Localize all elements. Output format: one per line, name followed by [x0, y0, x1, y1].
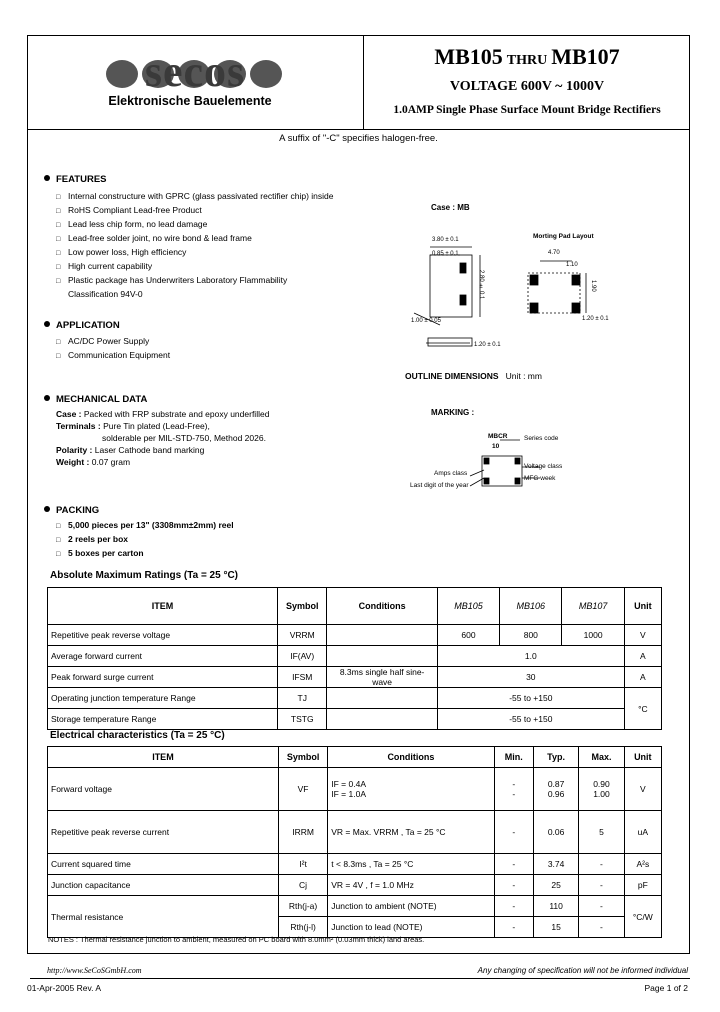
- features-heading: FEATURES: [44, 174, 107, 185]
- cell-item: Storage temperature Range: [48, 709, 278, 730]
- cell-item: Repetitive peak reverse voltage: [48, 625, 278, 646]
- cell-typ: 110: [533, 896, 578, 917]
- footer-date: 01-Apr-2005 Rev. A: [27, 983, 102, 993]
- col-header: MB107: [562, 588, 624, 625]
- table-row: [48, 854, 662, 875]
- table-row: [48, 688, 662, 709]
- thru-label: THRU: [506, 53, 548, 68]
- thermal-note: NOTES : Thermal resistance junction to ambient, measured on PC board with 8.0mm² (0.03mm thick) land areas.: [48, 935, 425, 944]
- cell-symbol: VRRM: [278, 625, 327, 646]
- cell-typ: 3.74: [533, 854, 578, 875]
- cell-item: Operating junction temperature Range: [48, 688, 278, 709]
- list-item: □ High current capability: [56, 261, 153, 271]
- outline-drawing: [400, 225, 640, 360]
- col-header: Conditions: [328, 747, 494, 768]
- cell-unit: A: [624, 667, 661, 688]
- cell-cond: [327, 688, 438, 709]
- footer-page: Page 1 of 2: [644, 983, 688, 993]
- list-item: □ Lead-free solder joint, no wire bond & lead frame: [56, 233, 252, 243]
- col-header: ITEM: [48, 747, 279, 768]
- table-row: [48, 875, 662, 896]
- col-header: Max.: [579, 747, 624, 768]
- table-header-row: [48, 588, 662, 625]
- part-to: MB107: [551, 44, 620, 69]
- application-heading: APPLICATION: [44, 320, 120, 331]
- cell-symbol: VF: [278, 768, 327, 811]
- part-description: 1.0AMP Single Phase Surface Mount Bridge Rectifiers: [393, 104, 661, 116]
- application-list: [56, 335, 356, 363]
- marking-amps-class: Amps class: [434, 470, 468, 477]
- halogen-note: A suffix of "-C" specifies halogen-free.: [279, 133, 438, 144]
- cell-cond: [327, 709, 438, 730]
- col-header: Symbol: [278, 588, 327, 625]
- abs-max-table: [47, 587, 662, 730]
- company-name: Elektronische Bauelemente: [108, 94, 272, 108]
- cell-symbol: TSTG: [278, 709, 327, 730]
- list-item: Classification 94V-0: [68, 289, 143, 299]
- cell-value: 30: [437, 667, 624, 688]
- col-header: Unit: [624, 588, 661, 625]
- col-header: ITEM: [48, 588, 278, 625]
- cell-value: 1000: [562, 625, 624, 646]
- dim-g: 1.10: [566, 262, 578, 268]
- features-list: [56, 190, 376, 300]
- cell-value: 800: [500, 625, 562, 646]
- bullet-dot: [44, 506, 50, 512]
- elec-table: [47, 746, 662, 938]
- cell-min: -: [494, 811, 533, 854]
- marking-mfg-week: MFG week: [524, 475, 556, 482]
- mech-terminals: Terminals : Pure Tin plated (Lead-Free),: [56, 421, 210, 431]
- cell-item: Forward voltage: [48, 768, 279, 811]
- cell-item: Junction capacitance: [48, 875, 279, 896]
- case-label: Case : MB: [431, 203, 470, 212]
- packing-list: [56, 519, 376, 561]
- list-item: □ Communication Equipment: [56, 350, 171, 360]
- cell-unit: °C/W: [624, 896, 661, 938]
- cell-cond: t < 8.3ms , Ta = 25 °C: [328, 854, 494, 875]
- mech-case: Case : Packed with FRP substrate and epoxy underfilled: [56, 409, 270, 419]
- table-row: [48, 896, 662, 917]
- cell-symbol: TJ: [278, 688, 327, 709]
- col-header: MB106: [500, 588, 562, 625]
- marking-code1: MBCR: [488, 433, 508, 440]
- cell-cond: Junction to lead (NOTE): [328, 917, 494, 938]
- cell-item: Average forward current: [48, 646, 278, 667]
- cell-value: -55 to +150: [437, 688, 624, 709]
- list-item: □ Plastic package has Underwriters Laboratory Flammability: [56, 275, 288, 285]
- marking-last-digit: Last digit of the year: [410, 482, 469, 489]
- col-header: Symbol: [278, 747, 327, 768]
- cell-unit: uA: [624, 811, 661, 854]
- cell-max: 5: [579, 811, 624, 854]
- cell-symbol: Rth(j-a): [278, 896, 327, 917]
- table-row: [48, 768, 662, 811]
- cell-min: - -: [494, 768, 533, 811]
- list-item: □ Low power loss, High efficiency: [56, 247, 187, 257]
- cell-symbol: IFSM: [278, 667, 327, 688]
- secos-logo: [100, 44, 290, 94]
- dim-e: 1.20 ± 0.1: [474, 342, 501, 348]
- list-item: □ Internal constructure with GPRC (glass passivated rectifier chip) inside: [56, 191, 334, 201]
- list-item: □ 2 reels per box: [56, 534, 129, 544]
- cell-value: -55 to +150: [437, 709, 624, 730]
- table-row: [48, 709, 662, 730]
- cell-symbol: I²t: [278, 854, 327, 875]
- dim-h: 1.90: [590, 280, 596, 292]
- list-item: □ 5,000 pieces per 13" (3308mm±2mm) reel: [56, 520, 234, 530]
- cell-cond: VR = Max. VRRM , Ta = 25 °C: [328, 811, 494, 854]
- cell-max: -: [579, 854, 624, 875]
- cell-min: -: [494, 875, 533, 896]
- cell-symbol: IF(AV): [278, 646, 327, 667]
- cell-item: Current squared time: [48, 854, 279, 875]
- cell-symbol: Rth(j-l): [278, 917, 327, 938]
- header-divider: [363, 35, 364, 130]
- footer-url[interactable]: http://www.SeCoSGmbH.com: [47, 966, 142, 975]
- mech-polarity: Polarity : Laser Cathode band marking: [56, 445, 205, 455]
- mechanical-heading: MECHANICAL DATA: [44, 394, 147, 405]
- bullet-dot: [44, 175, 50, 181]
- col-header: MB105: [437, 588, 499, 625]
- footer-disclaimer: Any changing of specification will not be informed individual: [477, 966, 688, 975]
- cell-unit: pF: [624, 875, 661, 896]
- col-header: Conditions: [327, 588, 438, 625]
- voltage-range: VOLTAGE 600V ~ 1000V: [449, 79, 605, 94]
- dim-f: 4.70: [548, 250, 560, 256]
- col-header: Min.: [494, 747, 533, 768]
- list-item: □ RoHS Compliant Lead-free Product: [56, 205, 202, 215]
- marking-voltage-class: Voltage class: [524, 463, 563, 470]
- table-row: [48, 646, 662, 667]
- cell-cond: [327, 625, 438, 646]
- abs-max-title: Absolute Maximum Ratings (Ta = 25 °C): [50, 570, 239, 581]
- cell-max: -: [579, 875, 624, 896]
- cell-typ: 25: [533, 875, 578, 896]
- cell-cond: [327, 646, 438, 667]
- cell-unit: A: [624, 646, 661, 667]
- bullet-dot: [44, 321, 50, 327]
- list-item: □ Lead less chip form, no lead damage: [56, 219, 208, 229]
- footer-rule: [30, 978, 690, 979]
- cell-min: -: [494, 854, 533, 875]
- list-item: □ AC/DC Power Supply: [56, 336, 150, 346]
- part-from: MB105: [434, 44, 503, 69]
- col-header: Unit: [624, 747, 661, 768]
- cell-cond: 8.3ms single half sine-wave: [327, 667, 438, 688]
- table-row: [48, 811, 662, 854]
- dim-b: 0.85 ± 0.1: [432, 251, 459, 257]
- cell-max: 0.90 1.00: [579, 768, 624, 811]
- cell-symbol: IRRM: [278, 811, 327, 854]
- cell-typ: 0.06: [533, 811, 578, 854]
- cell-symbol: Cj: [278, 875, 327, 896]
- header-bottom-rule: [27, 129, 690, 130]
- dim-a: 3.80 ± 0.1: [432, 237, 459, 243]
- marking-heading: MARKING :: [431, 408, 475, 417]
- cell-value: 1.0: [437, 646, 624, 667]
- cell-cond: Junction to ambient (NOTE): [328, 896, 494, 917]
- table-row: [48, 625, 662, 646]
- cell-typ: 0.87 0.96: [533, 768, 578, 811]
- cell-unit: V: [624, 625, 661, 646]
- marking-code2: 10: [492, 443, 500, 450]
- table-row: [48, 667, 662, 688]
- outline-dims-caption: OUTLINE DIMENSIONS Unit : mm: [405, 371, 542, 381]
- cell-item: Repetitive peak reverse current: [48, 811, 279, 854]
- cell-unit: °C: [624, 688, 661, 730]
- cell-value: 600: [437, 625, 499, 646]
- cell-item: Thermal resistance: [48, 896, 279, 938]
- col-header: Typ.: [533, 747, 578, 768]
- elec-title: Electrical characteristics (Ta = 25 °C): [50, 730, 225, 741]
- list-item: □ 5 boxes per carton: [56, 548, 144, 558]
- bullet-dot: [44, 395, 50, 401]
- cell-max: -: [579, 896, 624, 917]
- mech-weight: Weight : 0.07 gram: [56, 457, 131, 467]
- cell-min: -: [494, 917, 533, 938]
- dim-c: 2.80 ± 0.1: [478, 270, 484, 300]
- cell-typ: 15: [533, 917, 578, 938]
- table-header-row: [48, 747, 662, 768]
- cell-unit: V: [624, 768, 661, 811]
- dim-d: 1.00 ± 0.05: [411, 318, 441, 324]
- logo-text: secos: [144, 47, 246, 94]
- cell-max: -: [579, 917, 624, 938]
- dim-i: 1.20 ± 0.1: [582, 316, 609, 322]
- cell-min: -: [494, 896, 533, 917]
- packing-heading: PACKING: [44, 505, 99, 516]
- part-title: [366, 44, 688, 70]
- mechanical-data: [56, 408, 376, 468]
- cell-unit: A²s: [624, 854, 661, 875]
- marking-series: Series code: [524, 435, 559, 442]
- cell-cond: VR = 4V , f = 1.0 MHz: [328, 875, 494, 896]
- cell-item: Peak forward surge current: [48, 667, 278, 688]
- pad-layout-label: Morting Pad Layout: [533, 233, 594, 240]
- cell-cond: IF = 0.4A IF = 1.0A: [328, 768, 494, 811]
- mech-terminals-2: solderable per MIL-STD-750, Method 2026.: [102, 433, 266, 443]
